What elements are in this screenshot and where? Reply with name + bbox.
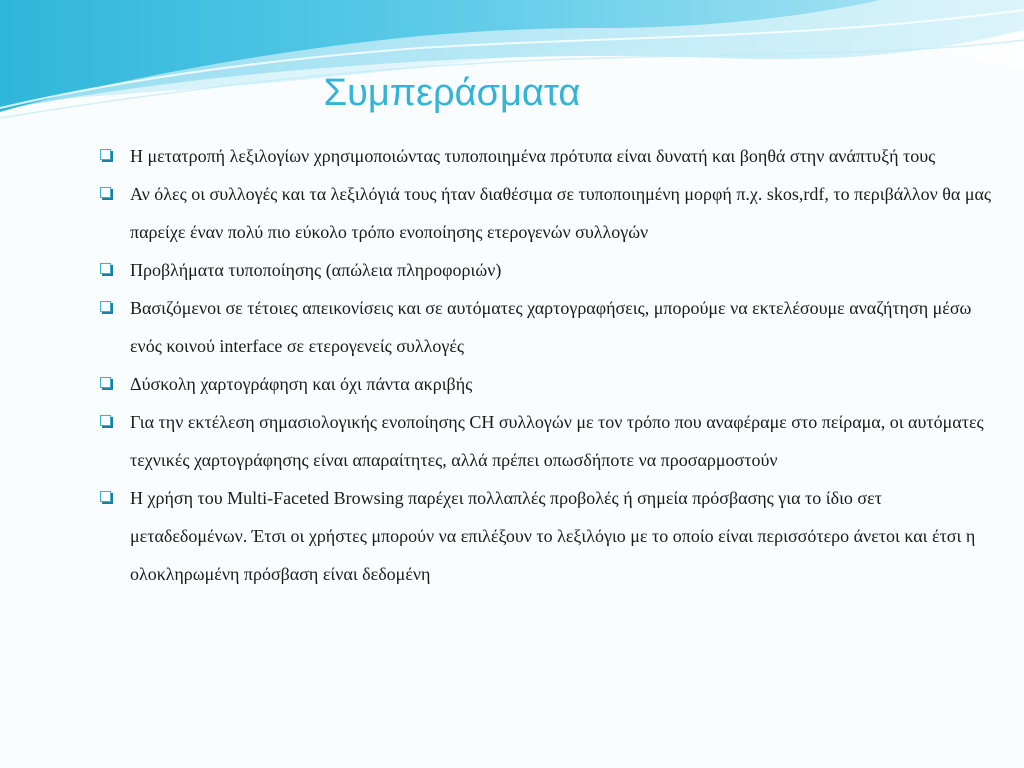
square-bullet-icon [100, 187, 111, 198]
bullet-list [98, 137, 998, 593]
bullet-item [98, 289, 998, 365]
square-bullet-icon [100, 491, 111, 502]
bullet-text: Βασιζόμενοι σε τέτοιες απεικονίσεις και σε αυτόματες χαρτογραφήσεις, μπορούμε να εκτελέσουμε αναζήτηση μέσω ενός κοινού interface σε ετερογενείς συλλογές [130, 298, 972, 356]
bullet-text: Αν όλες οι συλλογές και τα λεξιλόγιά τους ήταν διαθέσιμα σε τυποποιημένη μορφή π.χ. skos,rdf, το περιβάλλον θα μας παρείχε έναν πολύ πιο εύκολο τρόπο ενοποίησης ετερογενών συλλογών [130, 184, 992, 242]
square-bullet-icon [100, 149, 111, 160]
bullet-text: Η μετατροπή λεξιλογίων χρησιμοποιώντας τυποποιημένα πρότυπα είναι δυνατή και βοηθά στην ανάπτυξή τους [130, 146, 936, 166]
bullet-text: Προβλήματα τυποποίησης (απώλεια πληροφοριών) [130, 260, 502, 280]
bullet-item [98, 403, 998, 479]
slide-title: Συμπεράσματα [323, 72, 581, 114]
bullet-item [98, 251, 998, 289]
bullet-item [98, 137, 998, 175]
bullet-item [98, 479, 998, 593]
bullet-text: Δύσκολη χαρτογράφηση και όχι πάντα ακριβής [130, 374, 473, 394]
bullet-item [98, 365, 998, 403]
bullet-item [98, 175, 998, 251]
bullet-text: Η χρήση του Multi-Faceted Browsing παρέχει πολλαπλές προβολές ή σημεία πρόσβασης για το ίδιο σετ μεταδεδομένων. Έτσι οι χρήστες μπορούν να επιλέξουν το λεξιλόγιο με το οποίο είναι περισσότερο άνετοι και έτσι η ολοκληρωμένη πρόσβαση είναι δεδομένη [130, 488, 976, 584]
square-bullet-icon [100, 415, 111, 426]
square-bullet-icon [100, 377, 111, 388]
bullet-text: Για την εκτέλεση σημασιολογικής ενοποίησης CH συλλογών με τον τρόπο που αναφέραμε στο πείραμα, οι αυτόματες τεχνικές χαρτογράφησης είναι απαραίτητες, αλλά πρέπει οπωσδήποτε να προσαρμοστούν [130, 412, 984, 470]
square-bullet-icon [100, 263, 111, 274]
square-bullet-icon [100, 301, 111, 312]
